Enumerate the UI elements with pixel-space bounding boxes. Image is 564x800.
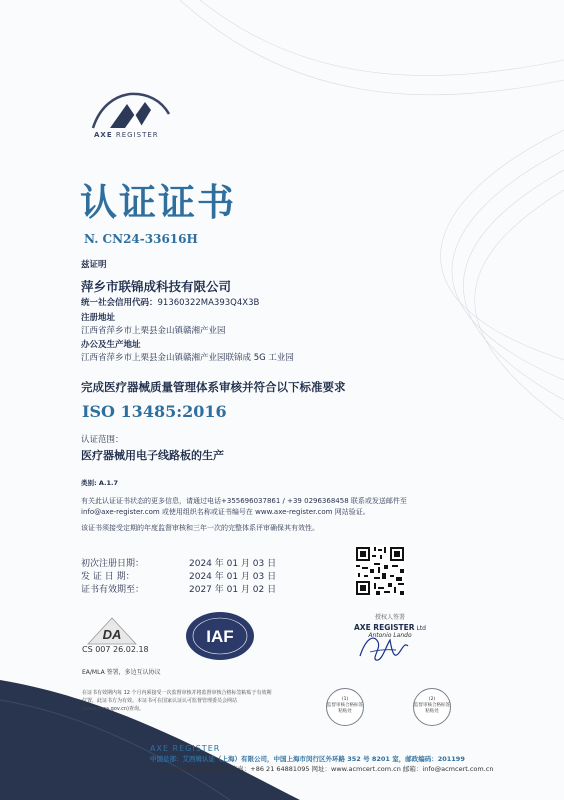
footer: [150, 744, 560, 773]
surveillance-stamp-1: (1) 监督审核合格标签粘贴处: [326, 688, 364, 726]
certificate-title: 认证证书: [80, 181, 236, 224]
footer-contact: 电话：+86 21 64305860 传真：+86 21 64881095 网址：www.acmcert.com.cn 邮箱：info@acmcert.com.cn: [150, 765, 494, 773]
date-row: 初次注册日期： 2024 年 01 月 03 日: [81, 559, 277, 569]
compliance-statement: 完成医疗器械质量管理体系审核并符合以下标准要求: [81, 380, 346, 394]
ops-addr: 江西省萍乡市上栗县金山镇赣湘产业园联锦成 5G 工业园: [81, 353, 294, 363]
info-line-2: info@axe-register.com 或使用组织名称或证书编号在 www.axe-register.com 网站验证。: [81, 508, 370, 516]
dates-table: [81, 556, 276, 595]
qr-code: [354, 545, 406, 597]
reg-addr-label: 注册地址: [81, 313, 116, 323]
credit-code-line: 统一社会信用代码：91360322MA393Q4X3B: [81, 298, 260, 308]
category: 类别: A.1.7: [81, 479, 118, 487]
footer-brand: AXE REGISTER: [150, 744, 221, 753]
company-name: 萍乡市联锦成科技有限公司: [81, 279, 232, 294]
signatory-name: Antonio Lando: [368, 632, 412, 639]
surveillance-stamp-2: (2) 监督审核合格标签粘贴处: [413, 688, 451, 726]
footer-hq: 中国总部：艾西姆认证（上海）有限公司，中国上海市闵行区外环路 352 号 8201 室，邮政编码：201199: [150, 755, 465, 763]
date-row: 发 证 日 期： 2024 年 01 月 03 日: [81, 572, 277, 582]
standard: ISO 13485:2016: [82, 402, 227, 421]
scope-label: 认证范围：: [81, 435, 124, 445]
surveillance-footnote: 在证书有效期内每 12 个月内须接受一次监督审核并将监督审核合格标签粘贴于有效期位置，此证书方为有效。本证书可在国家认证认可监督管理委员会网站(www.cnca.gov.cn)查询。: [82, 690, 272, 712]
axe-register-logo: [85, 88, 175, 148]
svg-text:IAF: IAF: [206, 627, 234, 646]
reg-addr: 江西省萍乡市上栗县金山镇赣湘产业园: [81, 326, 226, 336]
ops-addr-label: 办公及生产地址: [81, 340, 141, 350]
svg-text:DA: DA: [102, 627, 122, 642]
date-row: 证书有效期至： 2027 年 01 月 02 日: [81, 585, 277, 595]
scope: 医疗器械用电子线路板的生产: [81, 449, 224, 462]
logo-wordmark: AXE REGISTER: [94, 131, 159, 139]
certificate-number: N. CN24-33616H: [84, 232, 198, 246]
accreditation-logo-da: [86, 614, 138, 648]
eamla-note: EA/MLA 签署，多边互认协议: [82, 669, 161, 676]
signatory-label: 授权人签署: [374, 614, 405, 621]
signatory-company: AXE REGISTER Ltd: [353, 623, 426, 632]
validity-note: 该证书须接受定期的年度监督审核和三年一次的完整体系评审确保其有效性。: [81, 524, 319, 532]
info-line-1: 有关此认证证书状态的更多信息，请通过电话+355696037861 / +39 0296368458 联系或发送邮件至: [81, 497, 407, 505]
accreditation-code: CS 007 26.02.18: [82, 645, 149, 654]
handwritten-signature: [356, 628, 416, 668]
certify-label: 兹证明: [81, 260, 107, 270]
iaf-logo: [184, 610, 256, 662]
